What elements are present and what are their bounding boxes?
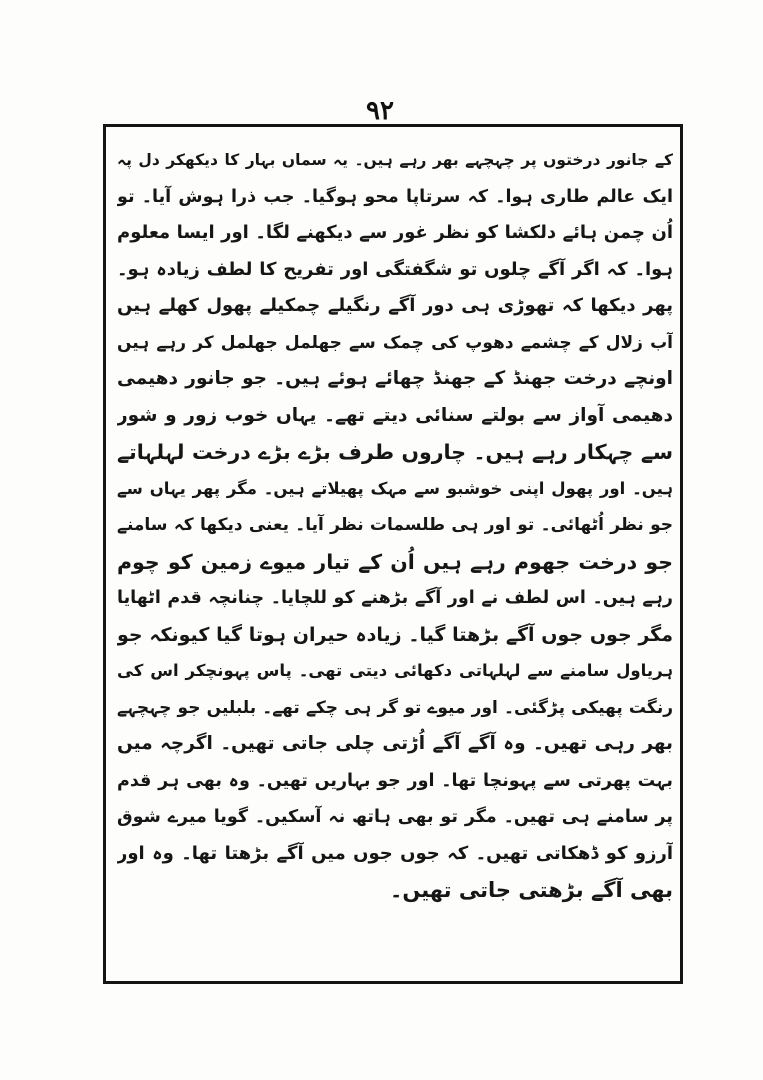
text-line-6: آب زلال کے چشمے دھوپ کی چمک سے جھلمل جھلمل کر رہے ہیں [117, 332, 673, 353]
text-line-3: اُن چمن ہائے دلکشا کو نظر غور سے دیکھنے لگا۔ اور ایسا معلوم [117, 222, 673, 243]
page-number: ۹۲ [366, 96, 394, 126]
text-line-10: ہیں۔ اور پھول اپنی خوشبو سے مہک پھیلاتے ہیں۔ مگر پھر یہاں سے [117, 478, 673, 498]
text-line-9: سے چہکار رہے ہیں۔ چاروں طرف بڑے بڑے درخت لہلہاتے [117, 440, 673, 464]
text-line-4: ہوا۔ کہ اگر آگے چلوں تو شگفتگی اور تفریح کا لطف زیادہ ہو۔ [117, 258, 673, 280]
urdu-text-block [117, 142, 673, 909]
text-line-12: جو درخت جھوم رہے ہیں اُن کے تیار میوے زمین کو چوم [117, 549, 673, 574]
text-line-8: دھیمی آواز سے بولتے سنائی دیتے تھے۔ یہاں خوب زور و شور [117, 404, 673, 426]
text-line-14: مگر جوں جوں آگے بڑھتا گیا۔ زیادہ حیران ہوتا گیا کیونکہ جو [117, 623, 673, 646]
text-line-5: پھر دیکھا کہ تھوڑی ہی دور آگے رنگیلے چمکیلے پھول کھلے ہیں [117, 295, 673, 316]
text-line-11: جو نظر اُٹھائی۔ تو اور ہی طلسمات نظر آیا۔ یعنی دیکھا کہ سامنے [117, 515, 673, 535]
text-line-7: اونچے درخت جھنڈ کے جھنڈ چھائے ہوئے ہیں۔ جو جانور دھیمی [117, 368, 673, 389]
text-line-16: رنگت پھیکی پڑگئی۔ اور میوے تو گر ہی چکے تھے۔ بلبلیں جو چہچہے [117, 697, 673, 718]
text-line-17: بھر رہی تھیں۔ وہ آگے آگے اُڑتی چلی جاتی تھیں۔ اگرچہ میں [117, 733, 673, 754]
text-line-21: بھی آگے بڑھتی جاتی تھیں۔ [390, 878, 673, 902]
text-line-2: ایک عالم طاری ہوا۔ کہ سرتاپا محو ہوگیا۔ جب ذرا ہوش آیا۔ تو [117, 186, 673, 207]
text-line-13: رہے ہیں۔ اس لطف نے اور آگے بڑھنے کو للچایا۔ چنانچہ قدم اٹھایا [117, 588, 673, 608]
text-line-18: بہت پھرتی سے پہونچا تھا۔ اور جو بہاریں تھیں۔ وہ بھی ہر قدم [117, 770, 673, 791]
text-line-20: آرزو کو ڈھکاتی تھیں۔ کہ جوں جوں میں آگے بڑھتا تھا۔ وہ اور [117, 842, 673, 864]
text-line-1: کے جانور درختوں پر چہچہے بھر رہے ہیں۔ یہ سماں بہار کا دیکھکر دل پہ [117, 151, 673, 169]
text-line-19: پر سامنے ہی تھیں۔ مگر تو بھی ہاتھ نہ آسکیں۔ گویا میرے شوق [117, 807, 673, 827]
text-line-15: ہریاول سامنے سے لہلہاتی دکھائی دیتی تھی۔ پاس پہونچکر اس کی [117, 661, 673, 680]
